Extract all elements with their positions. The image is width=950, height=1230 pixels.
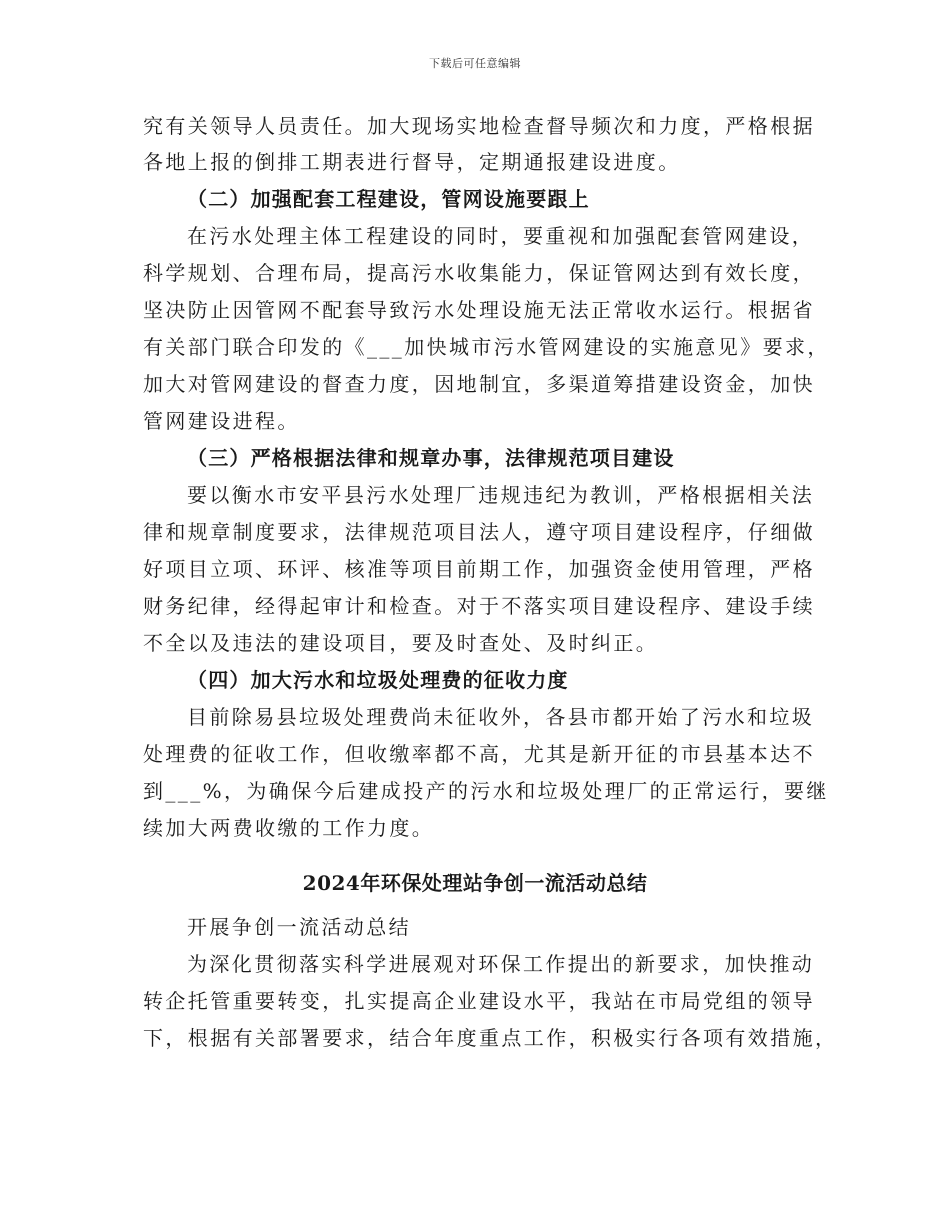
section-heading: （四）加大污水和垃圾处理费的征收力度 [187,668,569,692]
body-line: 管网建设进程。 [143,409,300,433]
body-line: 开展争创一流活动总结 [187,915,411,939]
body-line: 有关部门联合印发的《___加快城市污水管网建设的实施意见》要求， [143,335,830,359]
body-line: 为深化贯彻落实科学进展观对环保工作提出的新要求，加快推动 [187,952,815,976]
body-line: 科学规划、合理布局，提高污水收集能力，保证管网达到有效长度， [143,261,815,285]
body-line: 究有关领导人员责任。加大现场实地检查督导频次和力度，严格根据 [143,114,815,138]
body-line: 在污水处理主体工程建设的同时，要重视和加强配套管网建设， [187,224,815,248]
body-line: 财务纪律，经得起审计和检查。对于不落实项目建设程序、建设手续 [143,594,815,618]
page-header: 下载后可任意编辑 [429,57,521,70]
body-line: 不全以及违法的建设项目，要及时查处、及时纠正。 [143,631,659,655]
body-line: 转企托管重要转变，扎实提高企业建设水平，我站在市局党组的领导 [143,989,815,1013]
body-line: 目前除易县垃圾处理费尚未征收外，各县市都开始了污水和垃圾 [187,705,815,729]
body-line: 律和规章制度要求，法律规范项目法人，遵守项目建设程序，仔细做 [143,520,815,544]
body-line: 各地上报的倒排工期表进行督导，定期通报建设进度。 [143,150,681,174]
body-line: 加大对管网建设的督查力度，因地制宜，多渠道筹措建设资金，加快 [143,372,815,396]
body-line: 坚决防止因管网不配套导致污水处理设施无法正常收水运行。根据省 [143,298,815,322]
section-heading: （三）严格根据法律和规章办事，法律规范项目建设 [187,446,675,470]
body-line: 续加大两费收缴的工作力度。 [143,816,435,840]
body-line: 下，根据有关部署要求，结合年度重点工作，积极实行各项有效措施， [143,1026,838,1050]
document-title: 2024年环保处理站争创一流活动总结 [302,871,648,895]
body-line: 好项目立项、环评、核准等项目前期工作，加强资金使用管理，严格 [143,557,815,581]
body-line: 到___%，为确保今后建成投产的污水和垃圾处理厂的正常运行，要继 [143,779,829,803]
body-line: 处理费的征收工作，但收缴率都不高，尤其是新开征的市县基本达不 [143,742,815,766]
section-heading: （二）加强配套工程建设，管网设施要跟上 [187,187,590,211]
body-line: 要以衡水市安平县污水处理厂违规违纪为教训，严格根据相关法 [187,483,815,507]
